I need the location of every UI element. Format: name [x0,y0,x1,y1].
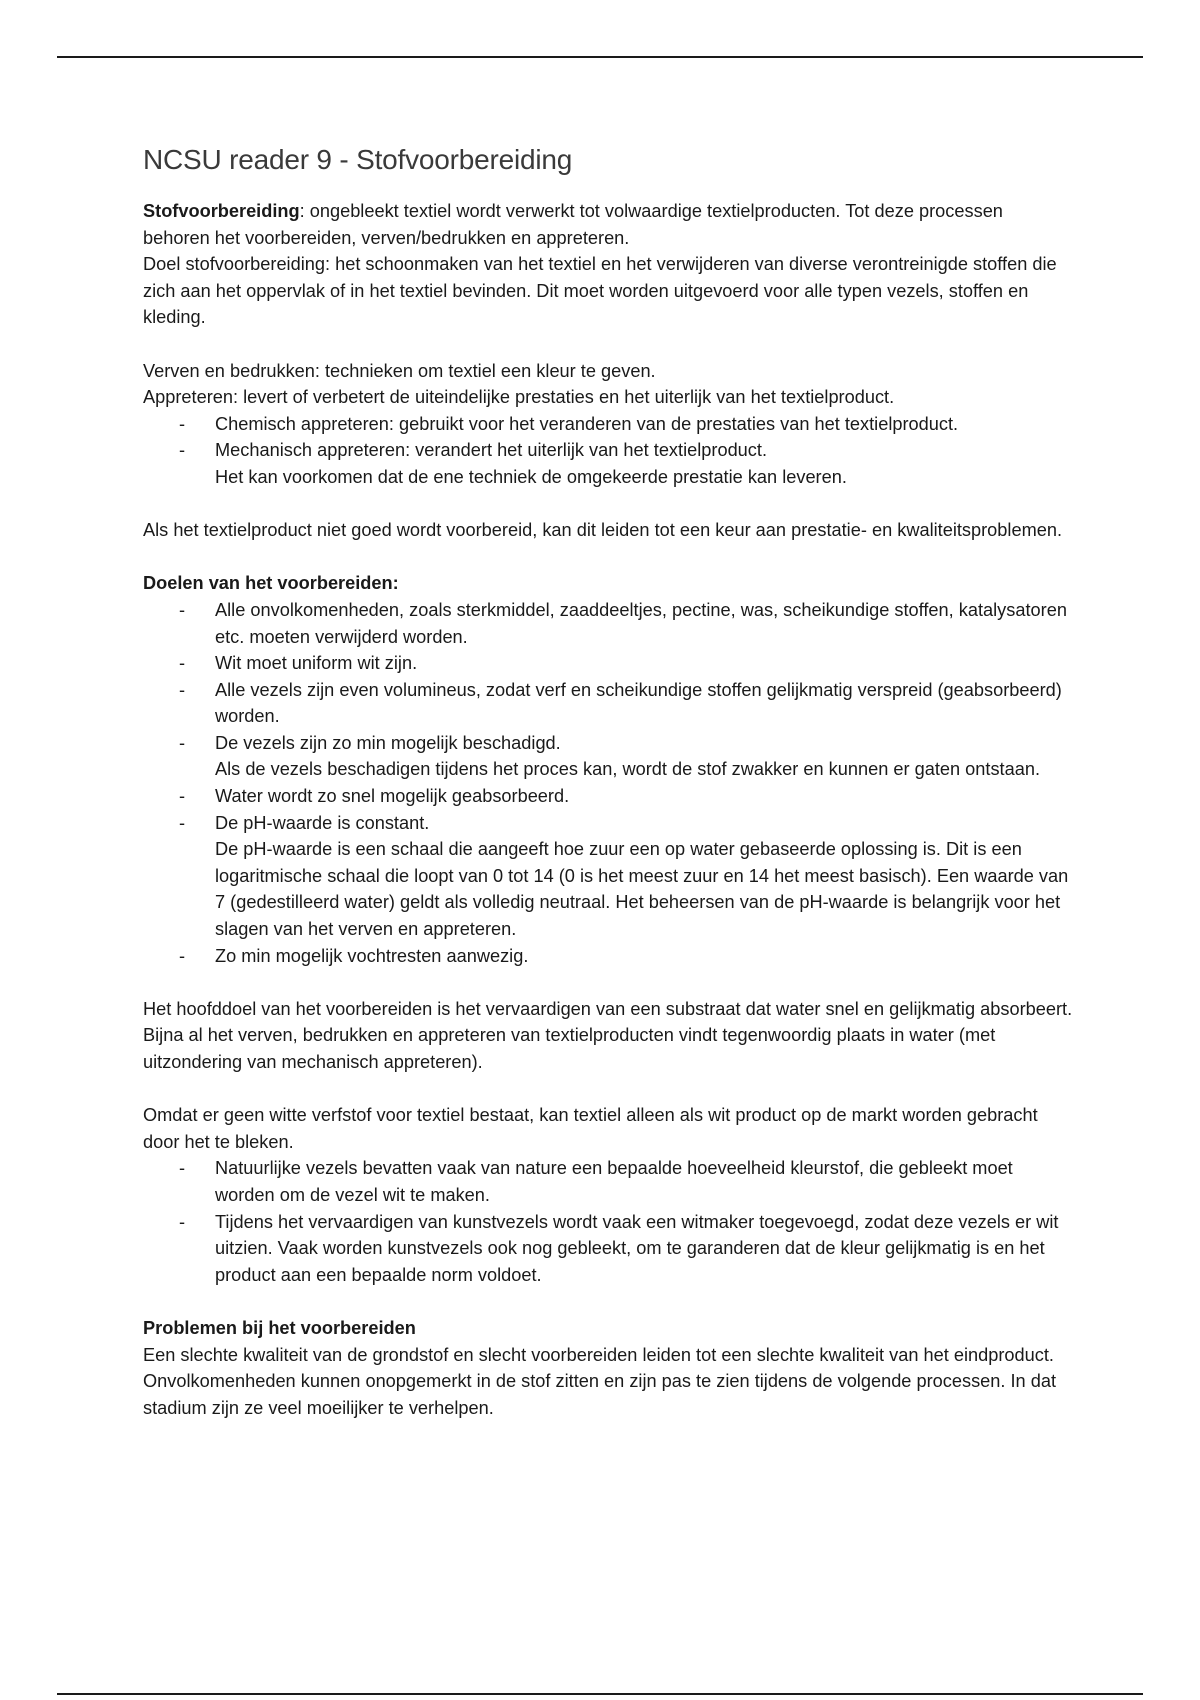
main-goal-paragraph: Het hoofddoel van het voorbereiden is het vervaardigen van een substraat dat water snel en gelijkmatig absorbeert. Bijna al het verven, bedrukken en appreteren van textielproducten vindt tegenwoordig plaats in water (met uitzondering van mechanisch appreteren). [143,998,1073,1072]
list-item: - Zo min mogelijk vochtresten aanwezig. [143,943,1073,970]
problems-intro-paragraph: Als het textielproduct niet goed wordt voorbereid, kan dit leiden tot een keur aan prestatie- en kwaliteitsproblemen. [143,520,1063,541]
dash-marker: - [179,1211,186,1232]
list-item: - Natuurlijke vezels bevatten vaak van nature een bepaalde hoeveelheid kleurstof, die gebleekt moet worden om de vezel wit te maken. [143,1155,1073,1208]
list-item: - Water wordt zo snel mogelijk geabsorbeerd. [143,783,1073,810]
appreteren-list [143,411,1073,491]
list-item: - De vezels zijn zo min mogelijk beschadigd. Als de vezels beschadigen tijdens het proces kan, wordt de stof zwakker en kunnen er gaten ontstaan. [143,730,1073,783]
header-rule [57,56,1143,58]
list-item: - Tijdens het vervaardigen van kunstvezels wordt vaak een witmaker toegevoegd, zodat deze vezels er wit uitzien. Vaak worden kunstvezels ook nog gebleekt, om te garanderen dat de kleur gelijkmatig is en het product aan een bepaalde norm voldoet. [143,1209,1073,1289]
intro-definition: : ongebleekt textiel wordt verwerkt tot volwaardige textielproducten. Tot deze processen behoren het voorbereiden, verven/bedrukken en appreteren. [143,201,1003,248]
dash-marker: - [179,413,186,434]
dash-marker: - [179,812,186,833]
intro-term: Stofvoorbereiding [143,201,300,221]
goals-heading: Doelen van het voorbereiden: [143,573,399,594]
dash-marker: - [179,945,186,966]
list-item: - Mechanisch appreteren: verandert het uiterlijk van het textielproduct. Het kan voorkomen dat de ene techniek de omgekeerde prestatie kan leveren. [143,437,1073,490]
dash-marker: - [179,1158,186,1179]
problems-heading: Problemen bij het voorbereiden [143,1317,416,1338]
list-item: - Alle onvolkomenheden, zoals sterkmiddel, zaaddeeltjes, pectine, was, scheikundige stoffen, katalysatoren etc. moeten verwijderd worden. [143,597,1073,650]
document-body [143,142,1073,1421]
list-item: - Chemisch appreteren: gebruikt voor het veranderen van de prestaties van het textielproduct. [143,411,1073,438]
goal-paragraph: Doel stofvoorbereiding: het schoonmaken van het textiel en het verwijderen van diverse verontreinigde stoffen die zich aan het oppervlak of in het textiel bevinden. Dit moet worden uitgevoerd voor alle typen vezels, stoffen en kleding. [143,254,1057,328]
dash-marker: - [179,653,186,674]
dash-marker: - [179,679,186,700]
footer-rule [57,1693,1143,1695]
bleach-list [143,1155,1073,1288]
appreteren-paragraph: Appreteren: levert of verbetert de uiteindelijke prestaties en het uiterlijk van het textielproduct. [143,387,895,408]
dash-marker: - [179,732,186,753]
dash-marker: - [179,599,186,620]
document-title: NCSU reader 9 - Stofvoorbereiding [143,144,573,175]
list-item: - Wit moet uniform wit zijn. [143,650,1073,677]
bleach-intro-paragraph: Omdat er geen witte verfstof voor textiel bestaat, kan textiel alleen als wit product op de markt worden gebracht door het te bleken. [143,1105,1038,1152]
problems-paragraph: Een slechte kwaliteit van de grondstof en slecht voorbereiden leiden tot een slechte kwaliteit van het eindproduct. Onvolkomenheden kunnen onopgemerkt in de stof zitten en zijn pas te zien tijdens de volgende processen. In dat stadium zijn ze veel moeilijker te verhelpen. [143,1344,1056,1418]
list-item: - De pH-waarde is constant. De pH-waarde is een schaal die aangeeft hoe zuur een op water gebaseerde oplossing is. Dit is een logaritmische schaal die loopt van 0 tot 14 (0 is het meest zuur en 14 het meest basisch). Een waarde van 7 (gedestilleerd water) geldt als volledig neutraal. Het beheersen van de pH-waarde is belangrijk voor het slagen van het verven en appreteren. [143,810,1073,943]
dash-marker: - [179,786,186,807]
intro-paragraph [143,198,1073,251]
list-item: - Alle vezels zijn even volumineus, zodat verf en scheikundige stoffen gelijkmatig verspreid (geabsorbeerd) worden. [143,677,1073,730]
dash-marker: - [179,440,186,461]
goals-list [143,597,1073,969]
verven-paragraph: Verven en bedrukken: technieken om textiel een kleur te geven. [143,360,656,381]
